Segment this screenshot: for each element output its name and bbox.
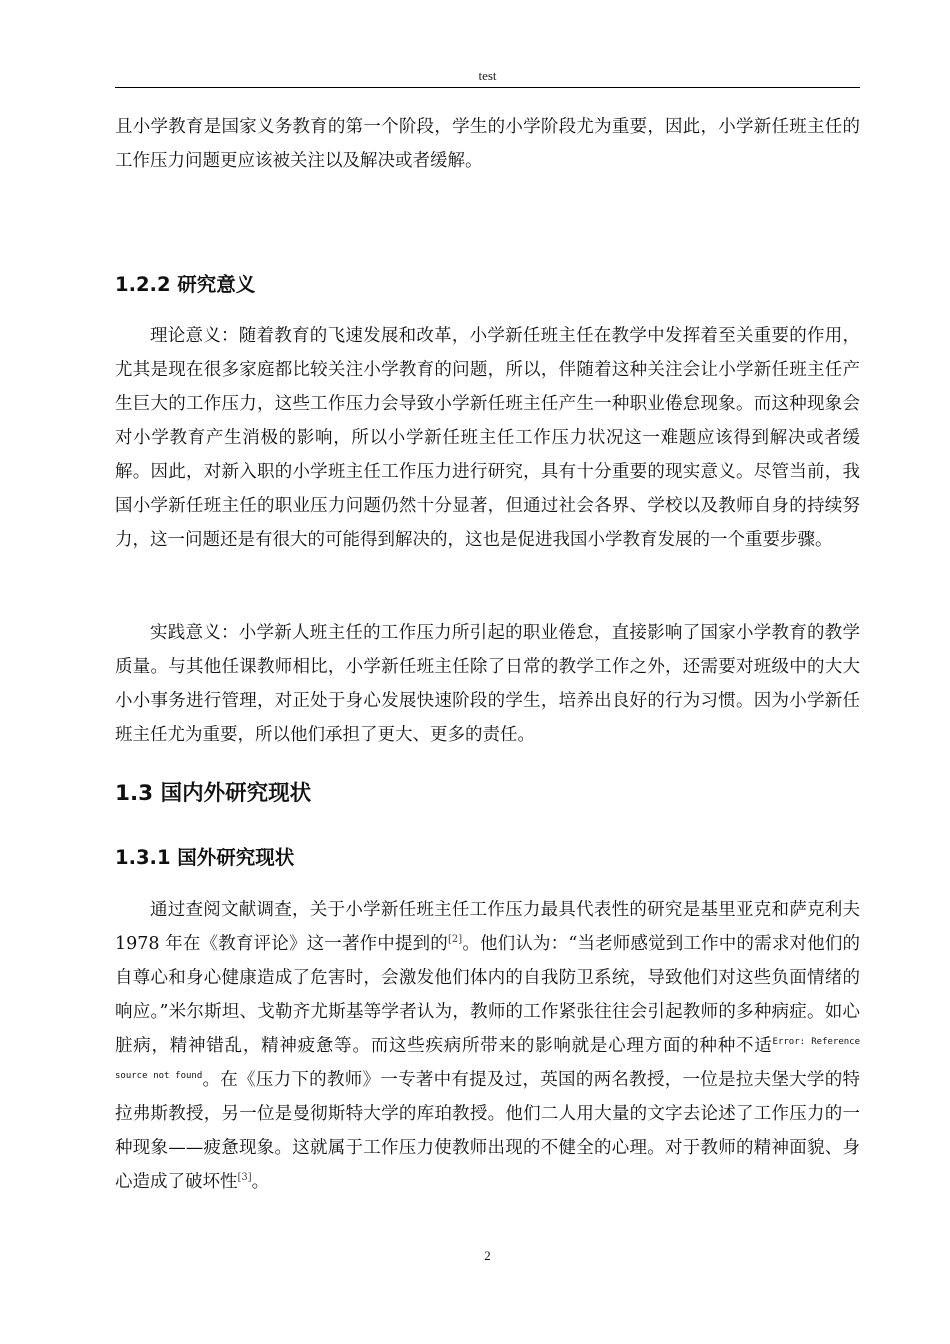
reference-error-text: Error: Reference source not found	[115, 1037, 860, 1081]
citation-ref-3: [3]	[237, 1172, 252, 1183]
section-heading-1-2-2: 1.2.2 研究意义	[115, 273, 256, 296]
header-divider	[115, 87, 860, 88]
intro-paragraph: 且小学教育是国家义务教育的第一个阶段，学生的小学阶段尤为重要，因此，小学新任班主任的工作压力问题更应该被关注以及解决或者缓解。	[115, 117, 860, 171]
paragraph-text-part-1: 通过查阅文献调查，关于小学新任班主任工作压力最具代表性的研究是基里亚克和萨克利夫 1978 年在《教育评论》这一著作中提到的	[115, 900, 860, 954]
section-heading-1-3: 1.3 国内外研究现状	[115, 781, 312, 806]
paragraph-text-part-3: 。在《压力下的教师》一专著中有提及过，英国的两名教授，一位是拉夫堡大学的特拉弗斯教授，另一位是曼彻斯特大学的库珀教授。他们二人用大量的文字去论述了工作压力的一种现象——疲惫现象。这就属于工作压力使教师出现的不健全的心理。对于教师的精神面貌、身心造成了破坏性	[115, 1070, 860, 1192]
page-header: test	[478, 68, 497, 83]
paragraph-foreign-research	[115, 893, 860, 1199]
paragraph-text-part-4: 。	[251, 1172, 270, 1192]
paragraph-theory-significance: 理论意义：随着教育的飞速发展和改革，小学新任班主任在教学中发挥着至关重要的作用，尤其是现在很多家庭都比较关注小学教育的问题，所以，伴随着这种关注会让小学新任班主任产生巨大的工作压力，这些工作压力会导致小学新任班主任产生一种职业倦怠现象。而这种现象会对小学教育产生消极的影响，所以小学新任班主任工作压力状况这一难题应该得到解决或者缓解。因此，对新入职的小学班主任工作压力进行研究，具有十分重要的现实意义。尽管当前，我国小学新任班主任的职业压力问题仍然十分显著，但通过社会各界、学校以及教师自身的持续努力，这一问题还是有很大的可能得到解决的，这也是促进我国小学教育发展的一个重要步骤。	[115, 326, 860, 550]
paragraph-practice-significance: 实践意义：小学新人班主任的工作压力所引起的职业倦怠，直接影响了国家小学教育的教学质量。与其他任课教师相比，小学新任班主任除了日常的教学工作之外，还需要对班级中的大大小小事务进行管理，对正处于身心发展快速阶段的学生，培养出良好的行为习惯。因为小学新任班主任尤为重要，所以他们承担了更大、更多的责任。	[115, 623, 860, 745]
page-number: 2	[484, 1248, 491, 1263]
citation-ref-2: [2]	[447, 934, 463, 945]
section-heading-1-3-1: 1.3.1 国外研究现状	[115, 846, 295, 869]
paragraph-text-part-2: 。他们认为：“当老师感觉到工作中的需求对他们的自尊心和身心健康造成了危害时，会激发他们体内的自我防卫系统，导致他们对这些负面情绪的响应。”米尔斯坦、戈勒齐尤斯基等学者认为，教师的工作紧张往往会引起教师的多种病症。如心脏病，精神错乱，精神疲惫等。而这些疾病所带来的影响就是心理方面的种种不适	[115, 934, 860, 1056]
